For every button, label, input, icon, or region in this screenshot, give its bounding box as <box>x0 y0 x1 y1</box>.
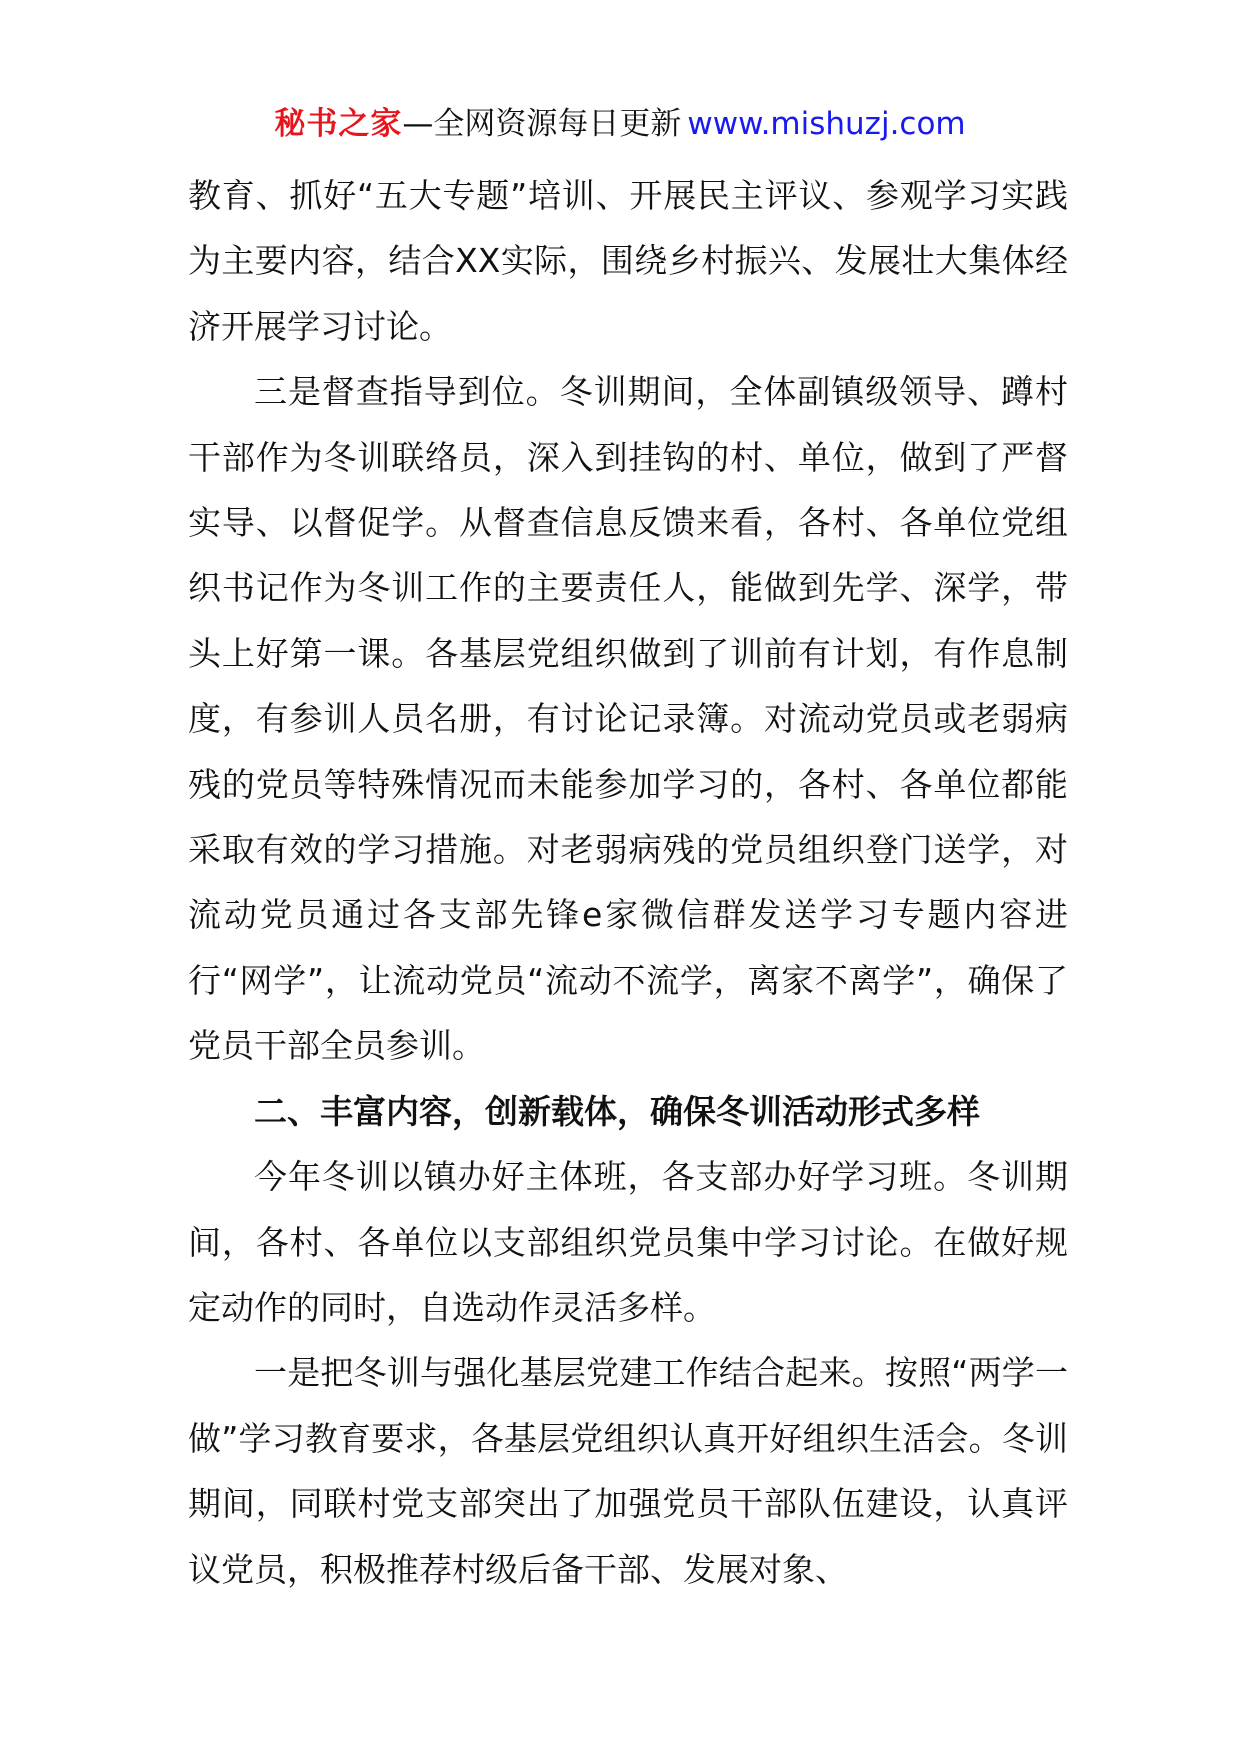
page-header <box>0 104 1240 144</box>
site-url-link[interactable]: www.mishuzj.com <box>687 106 966 142</box>
site-brand: 秘书之家 <box>274 106 403 142</box>
paragraph-continuation: 教育、抓好“五大专题”培训、开展民主评议、参观学习实践为主要内容，结合XX实际，围绕乡村振兴、发展壮大集体经济开展学习讨论。 <box>188 176 1068 346</box>
site-tagline: —全网资源每日更新 <box>402 106 682 142</box>
document-body <box>188 163 1068 1602</box>
paragraph-party-building: 一是把冬训与强化基层党建工作结合起来。按照“两学一做”学习教育要求，各基层党组织认真开好组织生活会。冬训期间，同联村党支部突出了加强党员干部队伍建设，认真评议党员，积极推荐村级后备干部、发展对象、 <box>188 1353 1068 1589</box>
section-heading: 二、丰富内容，创新载体，确保冬训活动形式多样 <box>254 1091 980 1131</box>
paragraph-supervision: 三是督查指导到位。冬训期间，全体副镇级领导、蹲村干部作为冬训联络员，深入到挂钩的村、单位，做到了严督实导、以督促学。从督查信息反馈来看，各村、各单位党组织书记作为冬训工作的主要责任人，能做到先学、深学，带头上好第一课。各基层党组织做到了训前有计划，有作息制度，有参训人员名册，有讨论记录簿。对流动党员或老弱病残的党员等特殊情况而未能参加学习的，各村、各单位都能采取有效的学习措施。对老弱病残的党员组织登门送学，对流动党员通过各支部先锋e家微信群发送学习专题内容进行“网学”，让流动党员“流动不流学，离家不离学”，确保了党员干部全员参训。 <box>188 372 1068 1066</box>
paragraph-training-overview: 今年冬训以镇办好主体班，各支部办好学习班。冬训期间，各村、各单位以支部组织党员集中学习讨论。在做好规定动作的同时，自选动作灵活多样。 <box>188 1157 1068 1327</box>
